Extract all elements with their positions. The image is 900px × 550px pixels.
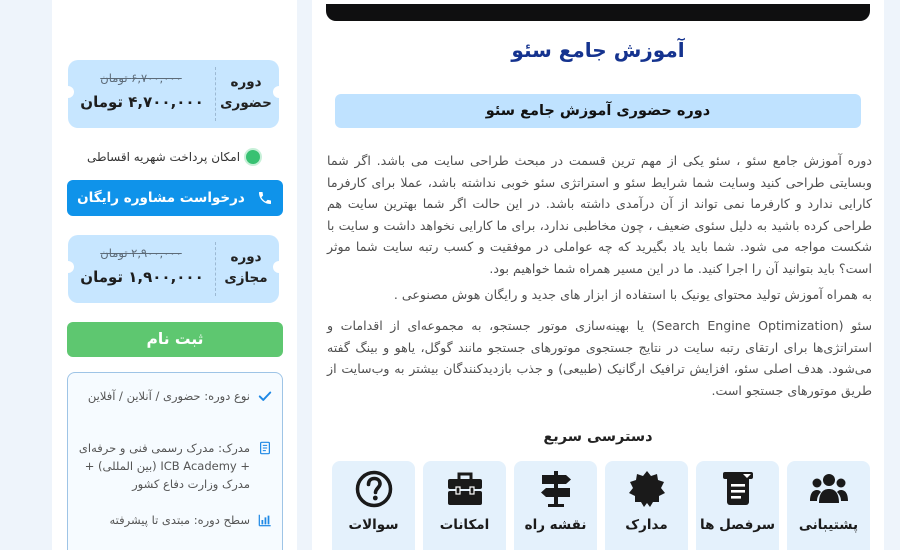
installment-text: امکان پرداخت شهریه اقساطی [86, 150, 241, 164]
check-icon [258, 389, 272, 403]
quick-access-faq[interactable] [332, 461, 415, 550]
consult-button-label: درخواست مشاوره رایگان [77, 190, 245, 206]
old-price: ۲,۹۰۰,۰۰۰ تومان [100, 246, 182, 260]
info-text: نوع دوره: حضوری / آنلاین / آفلاین [87, 389, 250, 403]
price-card-virtual [68, 235, 279, 303]
question-icon [354, 469, 394, 509]
info-text: سطح دوره: مبتدی تا پیشرفته [109, 513, 250, 527]
price-divider [215, 242, 216, 296]
quick-access-label: سوالات [348, 517, 399, 533]
document-icon [258, 441, 272, 455]
green-dot-icon [246, 150, 260, 164]
course-type-label [220, 72, 272, 114]
old-price: ۶,۷۰۰,۰۰۰ تومان [100, 71, 182, 85]
course-type-label [220, 247, 272, 289]
course-type-line: حضوری [220, 95, 272, 111]
quick-access-title: دسترسی سریع [543, 429, 653, 445]
certificate-icon [627, 469, 667, 509]
quick-access-support[interactable] [787, 461, 870, 550]
top-banner-bar [326, 4, 870, 21]
phone-icon [257, 190, 273, 206]
page-title: آموزش جامع سئو [511, 38, 685, 62]
quick-access-roadmap[interactable] [514, 461, 597, 550]
main-content [312, 0, 884, 550]
users-icon [809, 469, 849, 509]
info-text: مدرک: مدرک رسمی فنی و حرفه‌ای + ICB Academy (بین المللی) + مدرک وزارت دفاع کشور [78, 441, 250, 491]
course-info-box [67, 372, 283, 550]
toolbox-icon [445, 469, 485, 509]
description-paragraph-1: دوره آموزش جامع سئو ، سئو یکی از مهم ترین قسمت در مبحث طراحی سایت می باشد. اگر شما وبسایتی طراحی کنید وسایت شما شرایط سئو و استراتژی سئو خوبی نداشته باشد، عملا برای کارفرما کارایی ندارد و کارفرما نمی تواند از آن درآمدی داشته باشد. در این حالت اگر شما بهترین سایت هم طراحی کرده باشید به دلیل سئوی ضعیف ، چون مخاطبی ندارد، برای ما کارایی نخواهد داشت و سایت با شکست مواجه می شود. شما باید یاد بگیرید که چه عواملی در موفقیت و کسب رتبه سایت شما موثر است؟ باید بتوانید آن را اجرا کنید. ما در این مسیر همراه شما خواهیم بود. [327, 153, 872, 276]
new-price: ۴,۷۰۰,۰۰۰ تومان [80, 93, 204, 111]
quick-access-features[interactable] [423, 461, 506, 550]
course-sidebar [52, 0, 297, 550]
register-button[interactable]: ثبت نام [67, 322, 283, 357]
quick-access-label: پشتیبانی [798, 517, 859, 533]
quick-access-grid [330, 461, 870, 550]
quick-access-label: مدارک [625, 517, 668, 533]
course-subtitle: دوره حضوری آموزش جامع سئو [335, 94, 861, 128]
free-consultation-button[interactable] [67, 180, 283, 216]
description-paragraph-3: سئو (Search Engine Optimization) یا بهینه‌سازی موتور جستجو، به مجموعه‌ای از اقدامات و استراتژی‌ها برای ارتقای رتبه سایت در نتایج جستجوی موتورهای جستجو مانند گوگل، یاهو و بینگ گفته می‌شود. هدف اصلی سئو، افزایش ترافیک ارگانیک (طبیعی) و جذب بازدیدکنندگان بیشتر به وب‌سایت از طریق موتورهای جستجو است. [327, 318, 872, 398]
course-type-line: مجازی [224, 270, 268, 286]
syllabus-icon [718, 469, 758, 509]
quick-access-label: نقشه راه [524, 517, 587, 533]
course-type-line: دوره [230, 249, 262, 265]
quick-access-label: امکانات [439, 517, 490, 533]
new-price: ۱,۹۰۰,۰۰۰ تومان [80, 268, 204, 286]
price-divider [215, 67, 216, 121]
installment-notice [68, 147, 279, 167]
price-card-inperson [68, 60, 279, 128]
quick-access-syllabus[interactable] [696, 461, 779, 550]
description-paragraph-2: به همراه آموزش تولید محتوای یونیک با استفاده از ابزار های جدید و رایگان هوش مصنوعی . [393, 287, 872, 302]
course-type-line: دوره [230, 74, 262, 90]
signpost-icon [536, 469, 576, 509]
quick-access-label: سرفصل ها [700, 517, 775, 533]
bar-chart-icon [258, 513, 272, 527]
quick-access-certificates[interactable] [605, 461, 688, 550]
